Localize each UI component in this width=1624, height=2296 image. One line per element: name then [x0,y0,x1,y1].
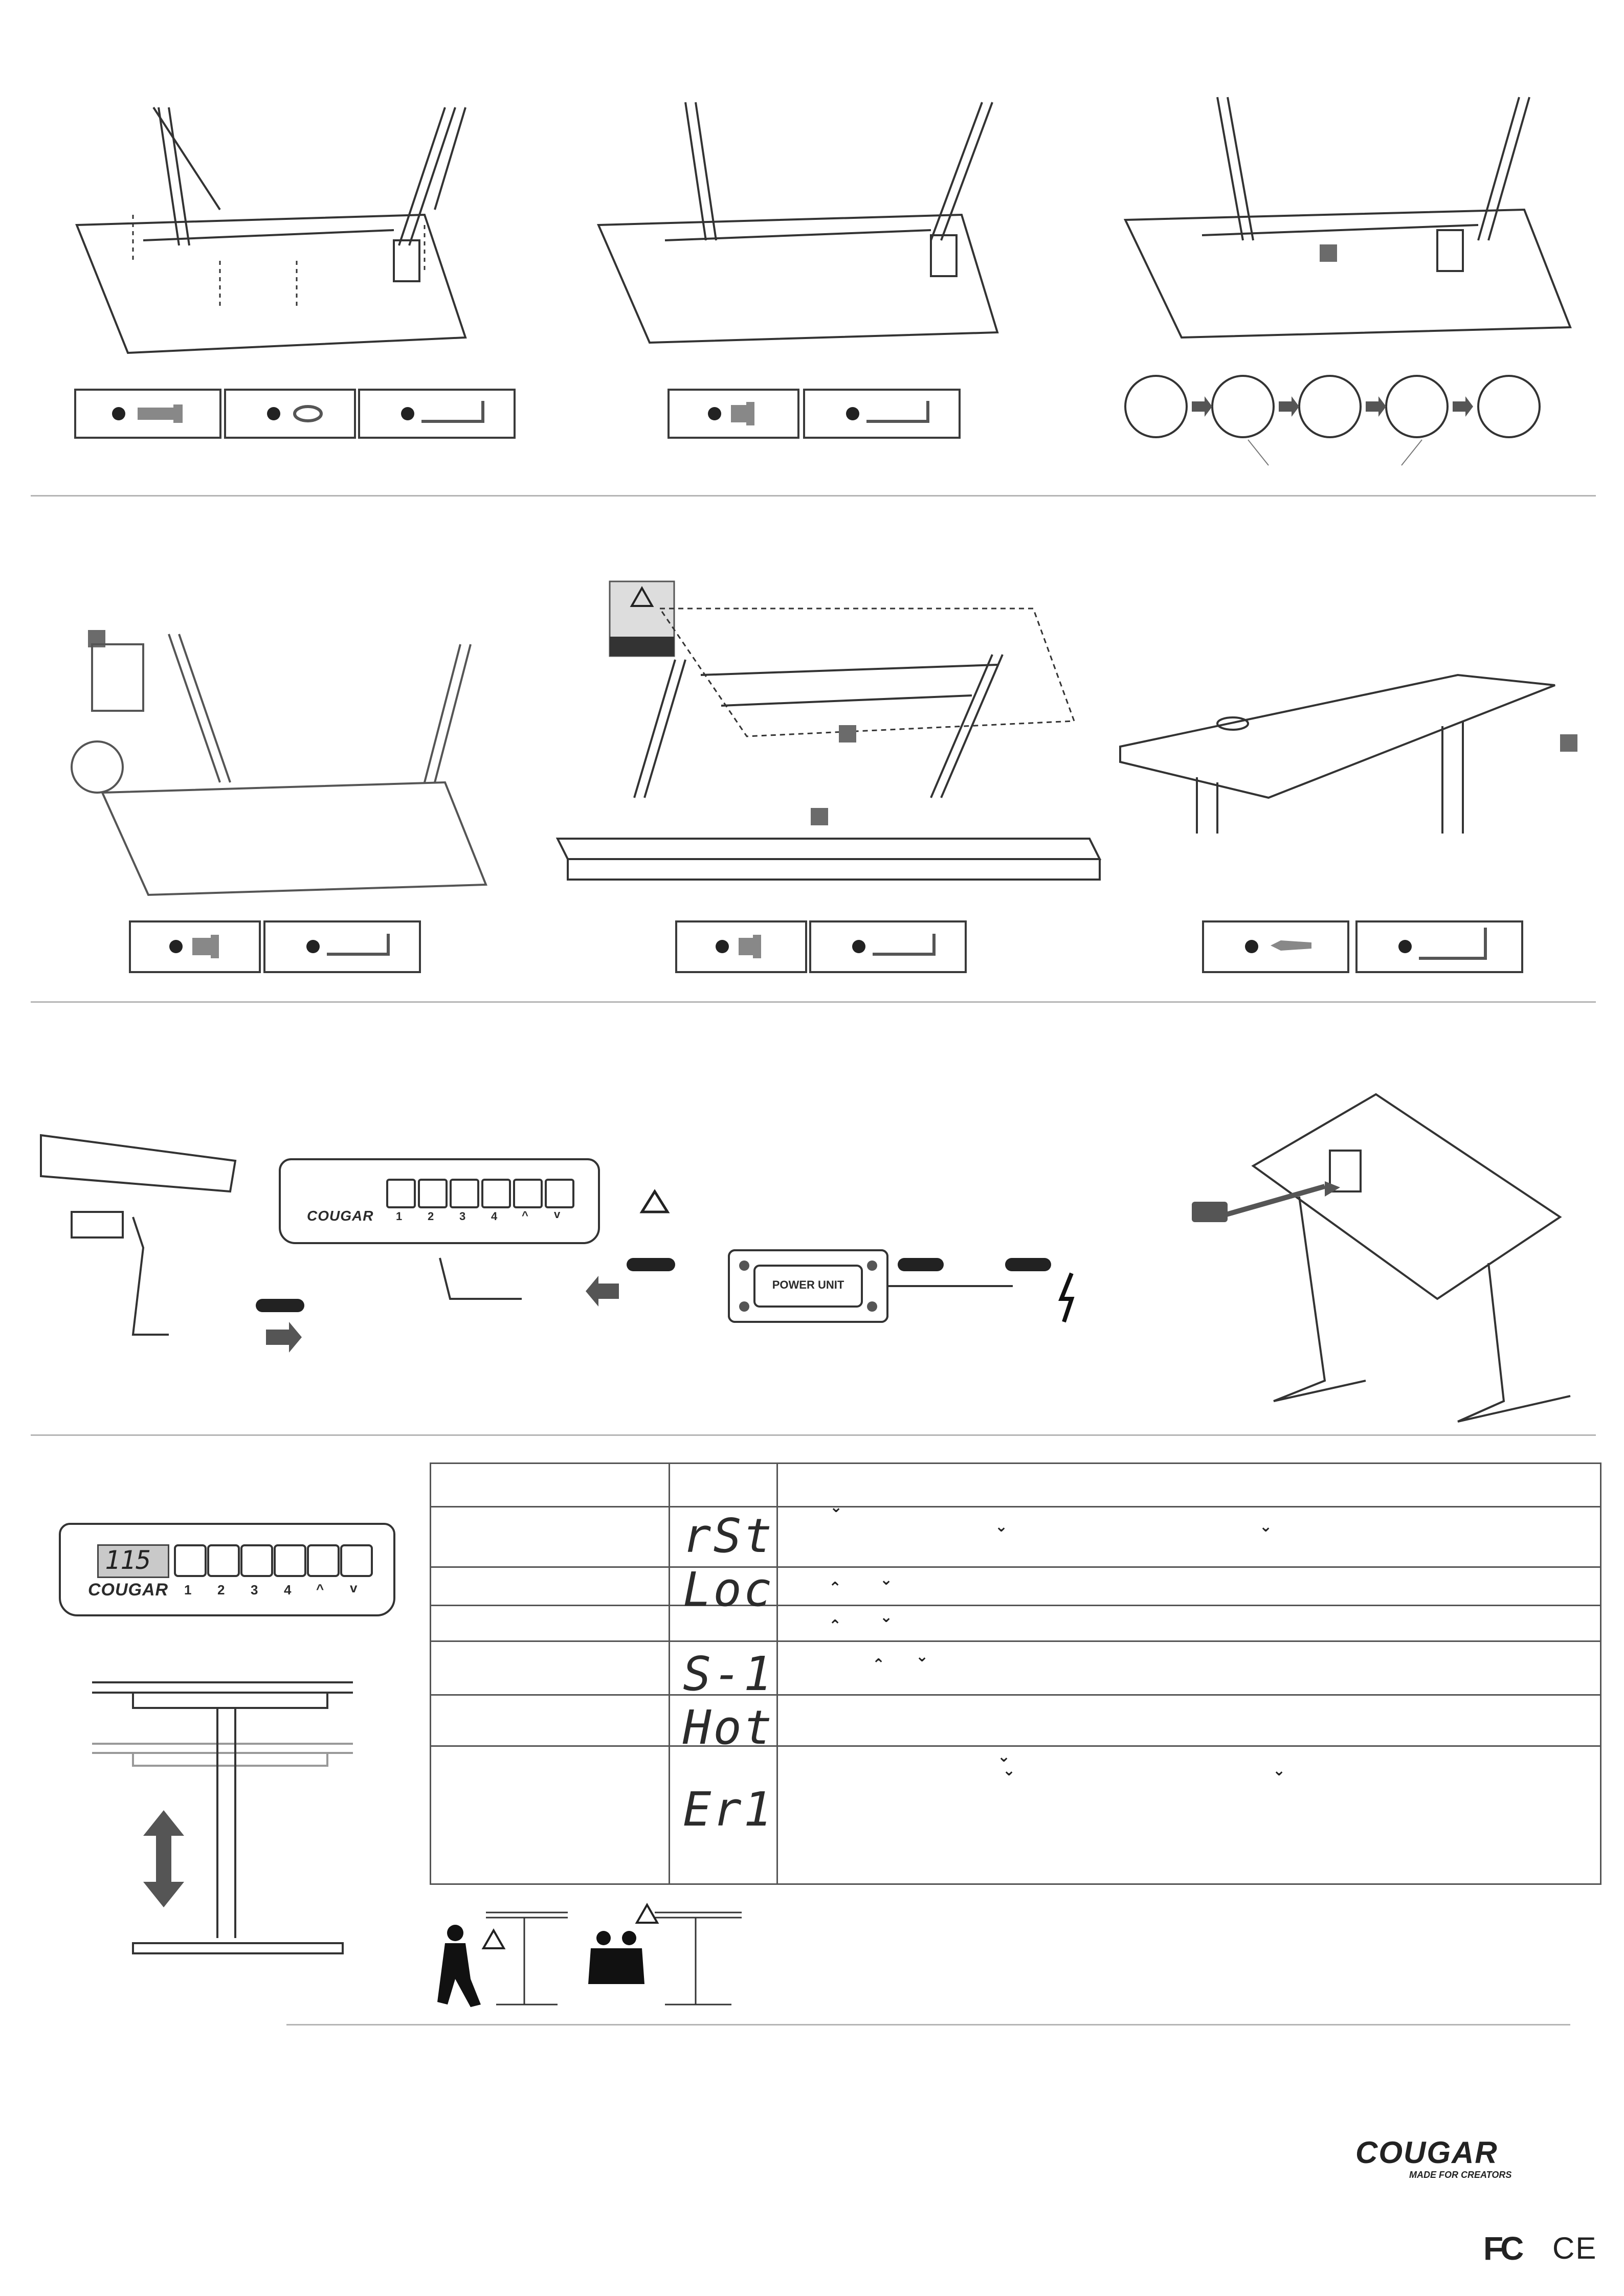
desk-height-illustration [87,1672,363,1959]
controller-top-key-3: 3 [459,1210,466,1223]
separator-4 [286,2024,1570,2025]
controller-panel-key-down: v [350,1580,358,1595]
separator-3 [31,1434,1596,1436]
key-box [307,1544,340,1577]
chevron-down-icon: ⌄ [880,1608,893,1626]
separator-1 [31,495,1596,497]
cable-label-d [1005,1258,1051,1271]
table-col-divider [669,1464,670,1883]
error-code-er1: Er1 [683,1782,774,1837]
controller-panel-brand: COUGAR [88,1580,169,1600]
key-box [513,1179,543,1208]
cable-label-b [627,1258,675,1271]
power-unit-label: POWER UNIT [772,1278,844,1291]
step5-parts-allen-key [809,920,967,973]
error-code-loc: Loc [683,1562,774,1617]
safety-warning-illustration [435,1902,783,2015]
table-row-divider [431,1566,1600,1568]
step6-parts-wood-screw [1202,920,1349,973]
step4-parts-screw [129,920,261,973]
step1-parts-washer [224,389,356,439]
key-box [207,1544,240,1577]
ce-mark: CE [1552,2231,1597,2265]
step6-badge [1560,734,1577,752]
table-row-divider [431,1605,1600,1606]
step6-parts-allen-key [1355,920,1523,973]
controller-panel-key-up: ^ [316,1581,324,1596]
chevron-down-icon: ⌄ [880,1571,893,1589]
error-code-table [430,1462,1601,1885]
key-box [450,1179,479,1208]
footer-brand-logo: COUGAR [1355,2135,1498,2170]
step1-parts-screw [74,389,221,439]
table-row-divider [431,1694,1600,1696]
step2-parts-allen-key [803,389,961,439]
key-box [418,1179,448,1208]
key-box [340,1544,373,1577]
controller-top-key-1: 1 [396,1210,403,1223]
step3-cable-sequence [1120,373,1591,445]
chevron-down-icon: ⌄ [1003,1762,1016,1780]
step5-frame-illustration [604,603,1074,798]
separator-2 [31,1001,1596,1003]
table-col-divider [776,1464,778,1883]
cable-label-a [256,1299,304,1312]
key-box [174,1544,207,1577]
step4-parts-allen-key [263,920,421,973]
controller-panel-key-4: 4 [284,1582,292,1597]
step5-parts-screw [675,920,807,973]
chevron-down-icon: ⌄ [830,1498,843,1516]
key-box [481,1179,511,1208]
footer-tagline: MADE FOR CREATORS [1409,2170,1512,2180]
controller-panel-key-2: 2 [217,1582,225,1597]
cable-label-c [898,1258,944,1271]
step7-frame-illustration [1171,1094,1581,1432]
controller-display-value: 115 [105,1545,151,1575]
step2-desk-illustration [593,92,1003,348]
chevron-down-icon: ⌄ [995,1518,1008,1536]
step1-desk-illustration [66,92,476,358]
controller-panel-key-1: 1 [184,1582,192,1597]
step2-parts-screw [668,389,799,439]
error-code-hot: Hot [683,1700,774,1755]
key-box [545,1179,574,1208]
step5-cable-tray [552,828,1105,885]
step3-badge [1320,244,1337,262]
controller-panel-key-3: 3 [251,1582,258,1597]
table-row-divider [431,1640,1600,1642]
chevron-up-icon: ⌃ [872,1656,885,1674]
chevron-up-icon: ⌃ [829,1617,842,1635]
step1-parts-allen-key [358,389,516,439]
step3-leader-lines [1248,440,1432,470]
chevron-down-icon: ⌄ [997,1748,1011,1766]
chevron-up-icon: ⌃ [829,1579,842,1597]
table-row-divider [431,1745,1600,1747]
chevron-down-icon: ⌄ [1259,1518,1273,1536]
key-box [386,1179,416,1208]
step6-desk-illustration [1115,665,1565,834]
controller-top-brand: COUGAR [307,1208,374,1224]
table-row-divider [431,1506,1600,1507]
key-box [274,1544,306,1577]
chevron-down-icon: ⌄ [1273,1762,1286,1780]
controller-top-key-up: ^ [522,1209,528,1222]
error-code-s1: S-1 [683,1647,774,1701]
controller-top-key-4: 4 [491,1210,498,1223]
controller-top-key-down: v [554,1208,561,1221]
fcc-mark: FC [1483,2230,1521,2267]
error-code-rst: rSt [683,1509,774,1563]
step4-desk-illustration [56,629,532,895]
key-box [240,1544,273,1577]
chevron-down-icon: ⌄ [916,1648,929,1665]
controller-top-key-2: 2 [428,1210,434,1223]
step5-badge-a [839,725,856,742]
step5-badge-b [811,808,828,825]
step3-desk-illustration [1120,92,1581,337]
